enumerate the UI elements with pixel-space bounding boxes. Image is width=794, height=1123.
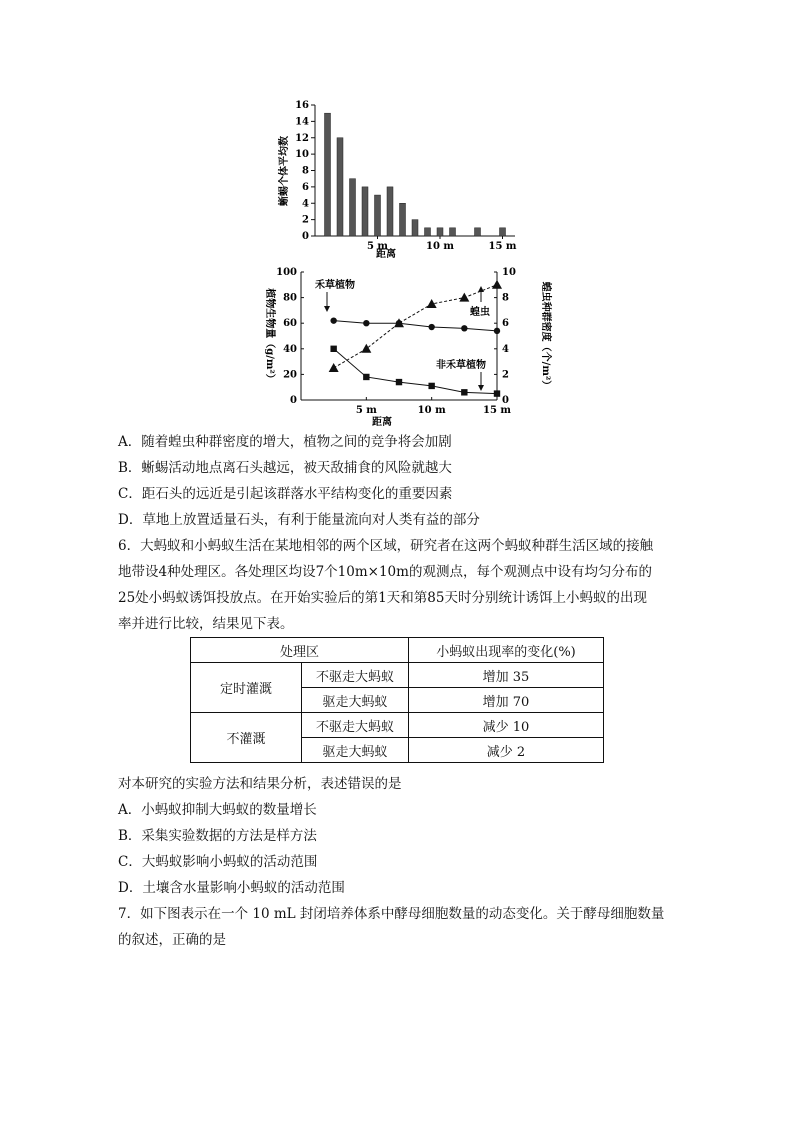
line-x-axis-label: 距离 <box>372 417 392 428</box>
bar-y-tick-label: 0 <box>302 231 309 242</box>
series-line-1 <box>334 349 497 394</box>
bar <box>450 228 456 236</box>
table-row <box>191 713 604 738</box>
table-header-zone: 处理区 <box>191 638 409 663</box>
line-right-tick-label: 4 <box>502 343 509 355</box>
table-cell-value: 增加 70 <box>409 688 604 713</box>
line-right-tick-label: 2 <box>502 369 509 381</box>
table-cell-sub: 不驱走大蚂蚁 <box>302 713 409 738</box>
bar <box>350 179 356 236</box>
line-x-tick-label: 10 m <box>417 405 446 416</box>
annotation-grass-arrowhead <box>324 306 330 312</box>
line-left-tick-label: 0 <box>290 395 297 406</box>
data-point-triangle <box>329 363 339 372</box>
table-header-row <box>191 638 604 663</box>
bar <box>362 187 368 236</box>
q5-option-c: C．距石头的远近是引起该群落水平结构变化的重要因素 <box>118 486 453 502</box>
line-left-axis-label: 植物生物量（g/m²） <box>264 288 275 384</box>
table-cell-sub: 驱走大蚂蚁 <box>302 738 409 763</box>
bar-x-tick-label: 5 m <box>366 241 389 252</box>
table-cell-value: 减少 10 <box>409 713 604 738</box>
data-point-square <box>363 374 369 380</box>
bar-y-tick-label: 12 <box>295 132 309 144</box>
q6-stem-line-3: 25处小蚂蚁诱饵投放点。在开始实验后的第1天和第85天时分别统计诱饵上小蚂蚁的出现 <box>118 590 647 606</box>
bar <box>387 187 393 236</box>
data-point-square <box>461 389 467 395</box>
series-line-2 <box>334 285 497 368</box>
q6-option-a: A．小蚂蚁抑制大蚂蚁的数量增长 <box>118 802 317 818</box>
data-point-circle <box>428 324 434 330</box>
table-cell-sub: 驱走大蚂蚁 <box>302 688 409 713</box>
data-point-circle <box>461 325 467 331</box>
q6-option-c: C．大蚂蚁影响小蚂蚁的活动范围 <box>118 854 318 870</box>
series-line-0 <box>334 321 497 331</box>
data-point-circle <box>363 320 369 326</box>
data-point-circle <box>330 317 336 323</box>
bar-x-axis-label: 距离 <box>376 249 396 260</box>
annotation-nongrass-arrowhead <box>478 385 484 391</box>
table-header-change: 小蚂蚁出现率的变化(%) <box>409 638 604 663</box>
line-right-tick-label: 8 <box>502 292 509 304</box>
data-point-square <box>330 346 336 352</box>
line-right-tick-label: 10 <box>502 267 516 278</box>
table-group-not-irrigated: 不灌溉 <box>191 713 302 763</box>
data-point-triangle <box>459 293 469 302</box>
q6-question: 对本研究的实验方法和结果分析，表述错误的是 <box>118 776 402 792</box>
line-left-tick-label: 60 <box>283 318 297 330</box>
q5-option-a: A．随着蝗虫种群密度的增大，植物之间的竞争将会加剧 <box>118 434 452 450</box>
line-x-tick-label: 15 m <box>483 405 511 416</box>
table-cell-sub: 不驱走大蚂蚁 <box>302 663 409 688</box>
line-left-tick-label: 20 <box>283 369 297 381</box>
plant-locust-line-chart-svg <box>255 262 555 430</box>
plant-locust-line-chart <box>255 262 555 430</box>
q6-option-b: B．采集实验数据的方法是样方法 <box>118 828 317 844</box>
bar-x-tick-label: 15 m <box>488 241 517 252</box>
bar-y-tick-label: 4 <box>302 198 309 210</box>
data-point-square <box>428 383 434 389</box>
bar <box>325 113 331 236</box>
line-x-tick-label: 5 m <box>355 405 377 416</box>
line-left-tick-label: 100 <box>276 267 297 278</box>
table-row <box>191 663 604 688</box>
bar-y-tick-label: 16 <box>295 100 309 111</box>
data-point-square <box>396 379 402 385</box>
ant-results-table <box>190 637 604 763</box>
bar <box>425 228 431 236</box>
bar-y-axis-label: 蜥蜴个体平均数 <box>279 136 290 206</box>
bar-y-tick-label: 10 <box>295 149 309 161</box>
bar <box>412 220 418 236</box>
bar-y-tick-label: 6 <box>302 181 309 193</box>
annotation-locust-arrowhead <box>478 286 484 292</box>
annotation-grass: 禾草植物 <box>315 280 355 291</box>
table-group-irrigated: 定时灌溉 <box>191 663 302 713</box>
annotation-nongrass: 非禾草植物 <box>436 360 486 371</box>
data-point-circle <box>494 328 500 334</box>
line-right-tick-label: 0 <box>502 395 509 406</box>
line-right-tick-label: 6 <box>502 318 509 330</box>
table-cell-value: 增加 35 <box>409 663 604 688</box>
q6-stem-line-1: 6．大蚂蚁和小蚂蚁生活在某地相邻的两个区域，研究者在这两个蚂蚁种群生活区域的接触 <box>118 538 654 554</box>
data-point-triangle <box>361 344 371 353</box>
bar <box>475 228 481 236</box>
bar <box>500 228 506 236</box>
lizard-bar-chart <box>270 95 530 260</box>
bar <box>375 195 381 236</box>
bar-y-tick-label: 8 <box>302 165 309 177</box>
data-point-triangle <box>492 280 502 289</box>
data-point-square <box>494 390 500 396</box>
bar <box>337 138 343 236</box>
q5-option-d: D．草地上放置适量石头，有利于能量流向对人类有益的部分 <box>118 512 480 528</box>
q7-stem-line-2: 的叙述，正确的是 <box>118 932 226 948</box>
line-left-tick-label: 40 <box>283 343 297 355</box>
bar-x-tick-label: 10 m <box>426 241 454 252</box>
q5-option-b: B．蜥蜴活动地点离石头越远，被天敌捕食的风险就越大 <box>118 460 452 476</box>
bar-y-tick-label: 14 <box>295 116 309 128</box>
q7-stem-line-1: 7．如下图表示在一个 10 mL 封闭培养体系中酵母细胞数量的动态变化。关于酵母细胞数量 <box>118 906 665 922</box>
bar <box>400 203 406 236</box>
annotation-locust: 蝗虫 <box>470 307 490 318</box>
q6-stem-line-4: 率并进行比较，结果见下表。 <box>118 616 294 632</box>
table-cell-value: 减少 2 <box>409 738 604 763</box>
lizard-bar-chart-svg <box>270 95 530 260</box>
bar-y-tick-label: 2 <box>302 214 309 226</box>
line-right-axis-label: 蝗虫种群密度（个/m²） <box>540 281 551 391</box>
bar <box>437 228 443 236</box>
q6-option-d: D．土壤含水量影响小蚂蚁的活动范围 <box>118 880 345 896</box>
line-left-tick-label: 80 <box>283 292 297 304</box>
q6-stem-line-2: 地带设4种处理区。各处理区均设7个10m×10m的观测点，每个观测点中设有均匀分布的 <box>118 564 652 580</box>
